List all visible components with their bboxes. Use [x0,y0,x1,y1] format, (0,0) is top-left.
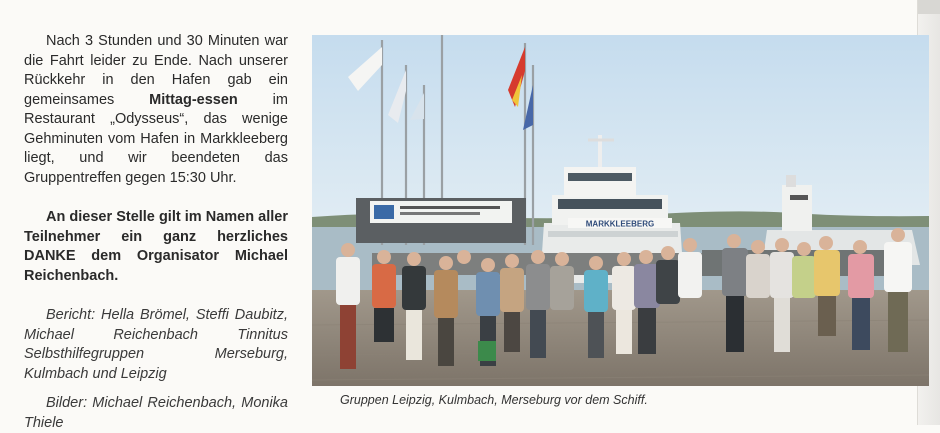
paragraph-1-end: im Restaurant „Odysseus“, das wenige Gehminuten vom Hafen in Markkleeberg liegt, und wir beendeten das Gruppentreffen gegen 15:30 Uhr. [24,91,288,186]
paragraph-1-start: Nach 3 Stunden und 30 Minuten war die Fahrt leider zu Ende. Nach unserer Rückkehr in den Hafen gab ein gemeinsames [24,33,288,108]
photo-caption: Gruppen Leipzig, Kulmbach, Merseburg vor dem Schiff. [340,393,648,407]
article-paragraph-1 [24,32,288,188]
paragraph-1-bold: Mittag-essen [149,91,238,108]
group-photo-illustration [312,35,929,386]
article-paragraph-2: An dieser Stelle gilt im Namen aller Teilnehmer ein ganz herzliches DANKE dem Organisator Michael Reichenbach. [24,209,288,284]
photo-credit: Bilder: Michael Reichenbach, Monika Thiele [24,395,288,431]
ship-name-label: MARKKLEEBERG [585,219,655,229]
article-text-column [24,32,288,433]
report-credit: Bericht: Hella Brömel, Steffi Daubitz, Michael Reichenbach Tinnitus Selbsthilfegruppen Merseburg, Kulmbach und Leipzig [24,307,288,382]
group-photo [312,35,929,386]
page-edge-tab [918,0,940,14]
